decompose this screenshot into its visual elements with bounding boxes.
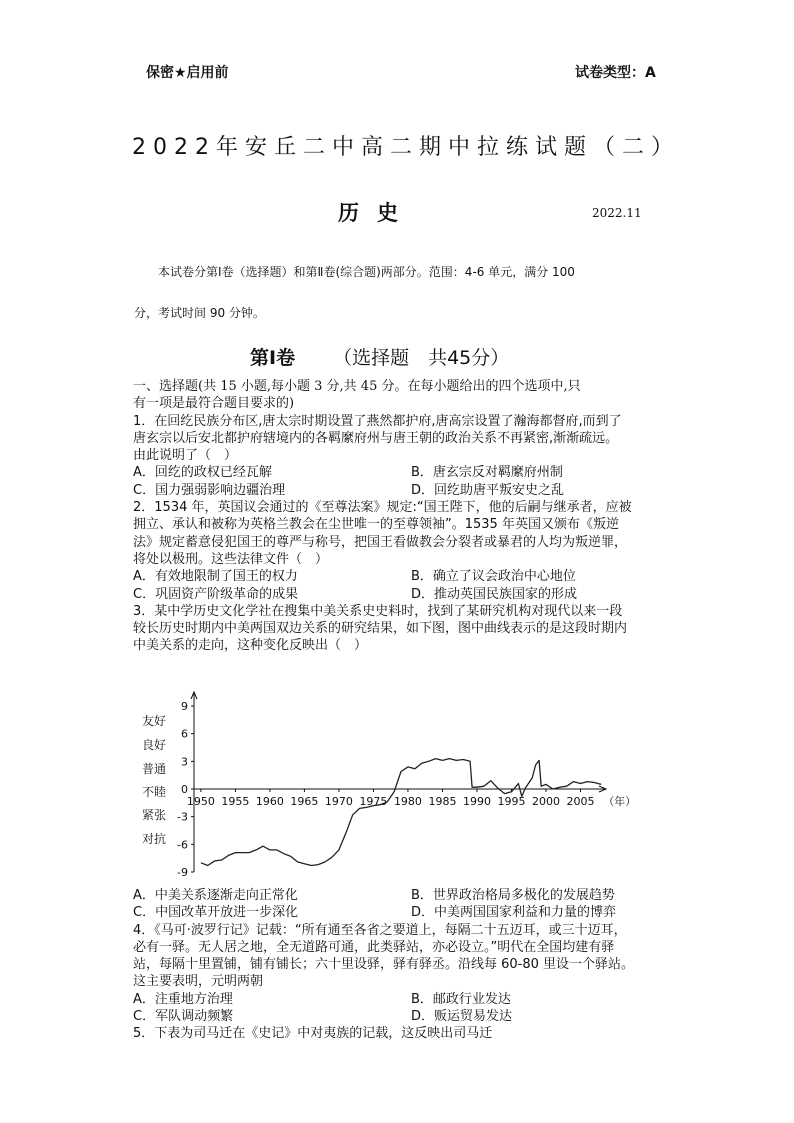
section-name: 第Ⅰ卷 (250, 347, 296, 369)
x-tick-label: 1975 (359, 795, 388, 808)
x-tick-label: 1970 (324, 795, 353, 808)
intro-line-2: 分，考试时间 90 分钟。 (134, 306, 265, 320)
x-tick-label: 2000 (531, 795, 560, 808)
x-tick-label: 1980 (393, 795, 422, 808)
y-label-discord: 不睦 (142, 785, 167, 799)
section-subtitle: （选择题 共45分） (333, 347, 510, 369)
q4-options-ab (133, 991, 673, 1008)
q1-options-ab (133, 464, 673, 481)
x-tick-label: 1990 (462, 795, 491, 808)
q1-stem-2: 唐玄宗以后安北都护府辖境内的各羁縻府州与唐王朝的政治关系不再紧密,渐渐疏远。 (133, 430, 619, 446)
instructions-line-1: 一、选择题(共 15 小题,每小题 3 分,共 45 分。在每小题给出的四个选项中,只 (133, 379, 581, 394)
section-title (250, 343, 509, 370)
y-label-normal: 普通 (142, 762, 167, 776)
instructions-line-2: 有一项是最符合题目要求的) (133, 396, 295, 412)
intro-line-1: 本试卷分第Ⅰ卷（选择题）和第Ⅱ卷(综合题)两部分。范围：4-6 单元，满分 100 (158, 265, 575, 279)
y-tick-label: -6 (177, 838, 188, 852)
relations-chart (137, 690, 637, 882)
q3-stem-2: 较长历史时期内中美两国双边关系的研究结果，如下图，图中曲线表示的是这段时期内 (133, 621, 628, 637)
x-tick-label: 1955 (221, 795, 250, 808)
q4-stem-1: 4．《马可·波罗行记》记载：“所有通至各省之要道上，每隔二十五迈耳，或三十迈耳， (133, 922, 627, 938)
q1-stem-3: 由此说明了（ ） (133, 448, 238, 464)
q1-options-cd (133, 482, 673, 499)
q2-stem-3: 法》规定蓄意侵犯国王的尊严与称号，把国王看做教会分裂者或暴君的人均为叛逆罪， (133, 534, 628, 550)
chart-plot (137, 690, 637, 882)
x-tick-label: 1960 (255, 795, 284, 808)
y-tick-label: 3 (181, 755, 188, 769)
y-label-good: 良好 (142, 738, 167, 752)
y-label-friendly: 友好 (142, 714, 167, 728)
q3-options-ab (133, 887, 673, 904)
q4-stem-2: 必有一驿。无人居之地，全无道路可通，此类驿站，亦必设立。”明代在全国均建有驿 (133, 939, 615, 955)
q3-option-b[interactable]: B．世界政治格局多极化的发展趋势 (411, 888, 615, 903)
q4-stem-4: 这主要表明，元明两朝 (133, 974, 264, 990)
q4-options-cd (133, 1008, 673, 1025)
q2-option-b[interactable]: B．确立了议会政治中心地位 (411, 569, 576, 585)
q3-stem-1: 3．某中学历史文化学社在搜集中美关系史史料时，找到了某研究机构对现代以来一段 (133, 603, 623, 619)
y-tick-label: 0 (181, 783, 188, 796)
q4-option-b[interactable]: B．邮政行业发达 (411, 991, 511, 1007)
q1-option-b[interactable]: B．唐玄宗反对羁縻府州制 (411, 465, 563, 481)
q1-stem-1: 1．在回纥民族分布区,唐太宗时期设置了燕然都护府,唐高宗设置了瀚海都督府,而到了 (133, 413, 622, 429)
q1-option-d[interactable]: D．回纥助唐平叛安史之乱 (411, 482, 565, 498)
q2-options-cd (133, 586, 673, 603)
exam-type-label: 试卷类型：A (575, 65, 656, 81)
question-block-2 (133, 887, 673, 1043)
y-tick-label: -9 (177, 866, 188, 879)
x-tick-label: 1985 (428, 795, 457, 808)
q4-stem-3: 站，每隔十里置铺，铺有铺长；六十里设驿，驿有驿丞。沿线每 60-80 里设一个驿站。 (133, 957, 635, 973)
y-tick-label: -3 (177, 810, 188, 824)
q2-stem-2: 拥立、承认和被称为英格兰教会在尘世唯一的至尊领袖”。1535 年英国又颁布《叛逆 (133, 517, 619, 533)
q4-option-c[interactable]: C．军队调动频繁 (133, 1009, 234, 1025)
series-line (201, 759, 601, 866)
x-axis-label: （年） (603, 795, 637, 808)
q2-stem-1: 2．1534 年，英国议会通过的《至尊法案》规定:“国王陛下，他的后嗣与继承者，应被 (133, 500, 632, 516)
q1-option-a[interactable]: A．回纥的政权已经瓦解 (133, 465, 272, 481)
q2-options-ab (133, 568, 673, 585)
q2-option-c[interactable]: C．巩固资产阶级革命的成果 (133, 586, 299, 602)
exam-date: 2022.11 (592, 206, 642, 220)
q3-option-c[interactable]: C．中国改革开放进一步深化 (133, 905, 299, 921)
q2-stem-4: 将处以极刑。这些法律文件（ ） (133, 551, 329, 567)
x-tick-label: 2005 (566, 795, 595, 808)
q3-stem-3: 中美关系的走向，这种变化反映出（ ） (133, 638, 368, 654)
confidential-label: 保密★启用前 (146, 65, 229, 81)
x-tick-label: 1950 (186, 795, 215, 808)
q4-option-d[interactable]: D．贩运贸易发达 (411, 1009, 513, 1025)
q4-option-a[interactable]: A．注重地方治理 (133, 991, 233, 1007)
x-tick-label: 1965 (290, 795, 319, 808)
y-tick-label: 6 (181, 727, 188, 741)
q3-option-a[interactable]: A．中美关系逐渐走向正常化 (133, 888, 298, 903)
q2-option-d[interactable]: D．推动英国民族国家的形成 (411, 586, 578, 602)
question-block (133, 378, 673, 655)
q5-stem-1: 5．下表为司马迁在《史记》中对夷族的记载，这反映出司马迁 (133, 1026, 493, 1042)
q2-option-a[interactable]: A．有效地限制了国王的权力 (133, 569, 298, 585)
q3-options-cd (133, 904, 673, 921)
q1-option-c[interactable]: C．国力强弱影响边疆治理 (133, 482, 286, 498)
y-tick-label: 9 (181, 700, 188, 713)
exam-title: 2022年安丘二中高二期中拉练试题（二） (132, 135, 680, 160)
y-label-confront: 对抗 (142, 832, 167, 846)
x-tick-label: 1995 (497, 795, 526, 808)
y-label-tense: 紧张 (142, 808, 167, 822)
q3-option-d[interactable]: D．中美两国国家利益和力量的博弈 (411, 905, 617, 921)
subject-title: 历史 (338, 201, 416, 225)
